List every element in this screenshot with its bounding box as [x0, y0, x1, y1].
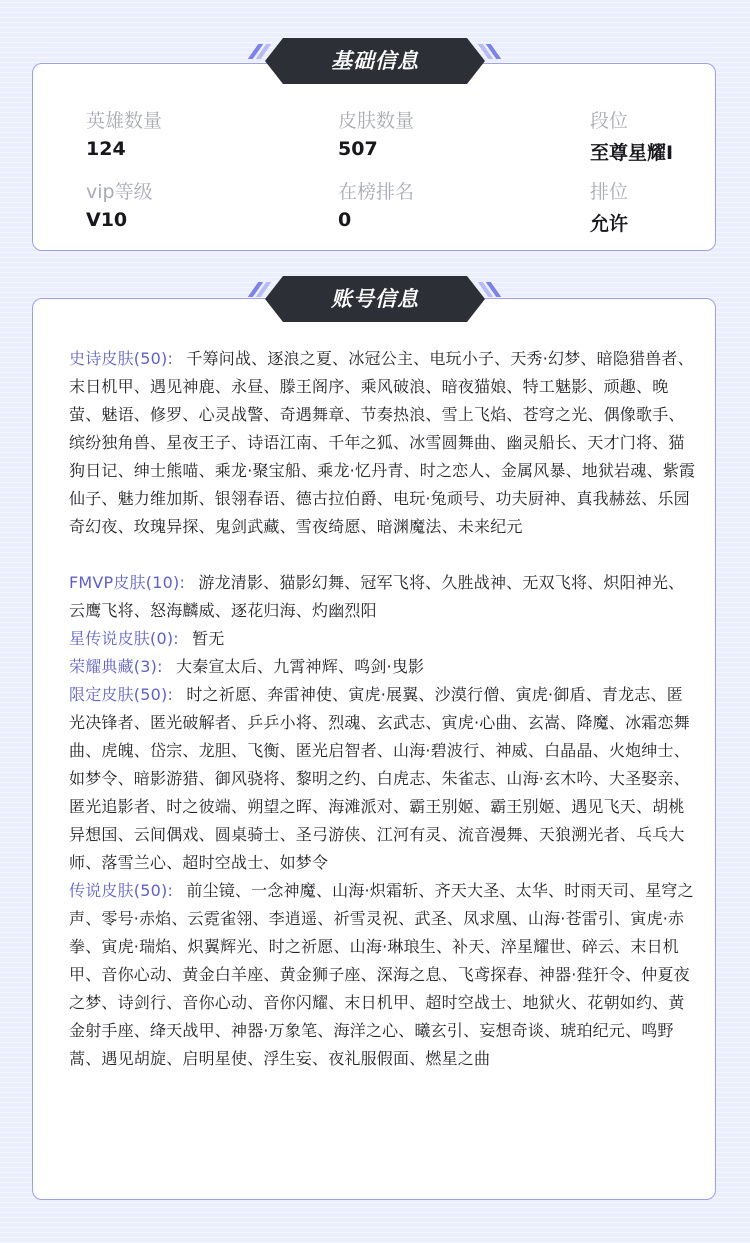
fmvp-skins-section — [69, 569, 697, 625]
section-items: 暂无 — [192, 629, 225, 648]
basic-info-card — [32, 63, 716, 251]
account-info-banner — [247, 276, 503, 322]
section-label: 星传说皮肤(0): — [69, 629, 179, 648]
account-info-card — [32, 298, 716, 1200]
ranked-value: 允许 — [590, 213, 629, 235]
section-label: 传说皮肤(50): — [69, 881, 174, 900]
limited-skins-section — [69, 681, 697, 877]
skin-count-label: 皮肤数量 — [338, 110, 415, 132]
basic-info-title: 基础信息 — [331, 49, 419, 73]
section-gap — [69, 541, 697, 569]
star-legend-skins-section — [69, 625, 697, 653]
leaderboard-rank-value: 0 — [338, 209, 352, 231]
account-info-title: 账号信息 — [331, 287, 419, 311]
skin-count-value: 507 — [338, 138, 378, 160]
section-items: 时之祈愿、奔雷神使、寅虎·展翼、沙漠行僧、寅虎·御盾、青龙志、匿光决锋者、匿光破解者、乒乒小将、烈魂、玄武志、寅虎·心曲、玄嵩、降魔、冰霜恋舞曲、虎魄、岱宗、龙胆、飞衡、匿光启智者、山海·碧波行、神威、白晶晶、火炮绅士、如梦令、暗影游猎、御风骁将、黎明之约、白虎志、朱雀志、山海·玄木吟、大圣娶亲、匿光追影者、时之彼端、朔望之晖、海滩派对、霸王别姬、霸王别姬、遇见飞天、胡桃异想国、云间偶戏、圆桌骑士、圣弓游侠、江河有灵、流音漫舞、天狼溯光者、乓乓大师、落雪兰心、超时空战士、如梦令 — [69, 685, 690, 872]
rank-tier-value: 至尊星耀I — [590, 142, 674, 164]
section-label: 史诗皮肤(50): — [69, 349, 174, 368]
section-items: 千筹问战、逐浪之夏、冰冠公主、电玩小子、天秀·幻梦、暗隐猎兽者、末日机甲、遇见神鹿、永昼、滕王阁序、乘风破浪、暗夜猫娘、特工魅影、顽趣、晚萤、魅语、修罗、心灵战警、奇遇舞章、节奏热浪、雪上飞焰、苍穹之光、偶像歌手、缤纷独角兽、星夜王子、诗语江南、千年之狐、冰雪圆舞曲、幽灵船长、天才门将、猫狗日记、绅士熊喵、乘龙·聚宝船、乘龙·忆丹青、时之恋人、金属风暴、地狱岩魂、紫霞仙子、魅力维加斯、银翎春语、德古拉伯爵、电玩·兔顽号、功夫厨神、真我赫兹、乐园奇幻夜、玫瑰异探、鬼剑武藏、雪夜绮愿、暗渊魔法、未来纪元 — [69, 349, 696, 536]
section-label: 限定皮肤(50): — [69, 685, 174, 704]
legend-skins-section — [69, 877, 697, 1073]
section-items: 大秦宣太后、九霄神辉、鸣剑·曳影 — [175, 657, 425, 676]
section-label: 荣耀典藏(3): — [69, 657, 163, 676]
skin-list — [69, 345, 697, 1073]
section-label: FMVP皮肤(10): — [69, 573, 186, 592]
basic-info-banner — [247, 38, 503, 84]
rank-tier-label: 段位 — [590, 110, 629, 132]
section-items: 前尘镜、一念神魔、山海·炽霜斩、齐天大圣、太华、时雨天司、星穹之声、零号·赤焰、云霓雀翎、李逍遥、祈雪灵祝、武圣、凤求凰、山海·苍雷引、寅虎·赤拳、寅虎·瑞焰、炽翼辉光、时之祈愿、山海·琳琅生、补天、淬星耀世、碎云、末日机甲、音你心动、黄金白羊座、黄金狮子座、深海之息、飞鸢探春、神器·狴犴令、仲夏夜之梦、诗剑行、音你心动、音你闪耀、末日机甲、超时空战士、地狱火、花朝如约、黄金射手座、绛天战甲、神器·万象笔、海洋之心、曦玄引、妄想奇谈、琥珀纪元、鸣野蒿、遇见胡旋、启明星使、浮生妄、夜礼服假面、燃星之曲 — [69, 881, 694, 1068]
hero-count-label: 英雄数量 — [86, 110, 163, 132]
glory-collection-section — [69, 653, 697, 681]
section-items: 游龙清影、猫影幻舞、冠军飞将、久胜战神、无双飞将、炽阳神光、云鹰飞将、怒海麟威、逐花归海、灼幽烈阳 — [69, 573, 685, 620]
vip-level-value: V10 — [86, 209, 128, 231]
leaderboard-rank-label: 在榜排名 — [338, 181, 415, 203]
ranked-label: 排位 — [590, 181, 629, 203]
hero-count-value: 124 — [86, 138, 126, 160]
vip-level-label: vip等级 — [86, 181, 153, 203]
epic-skins-section — [69, 345, 697, 541]
